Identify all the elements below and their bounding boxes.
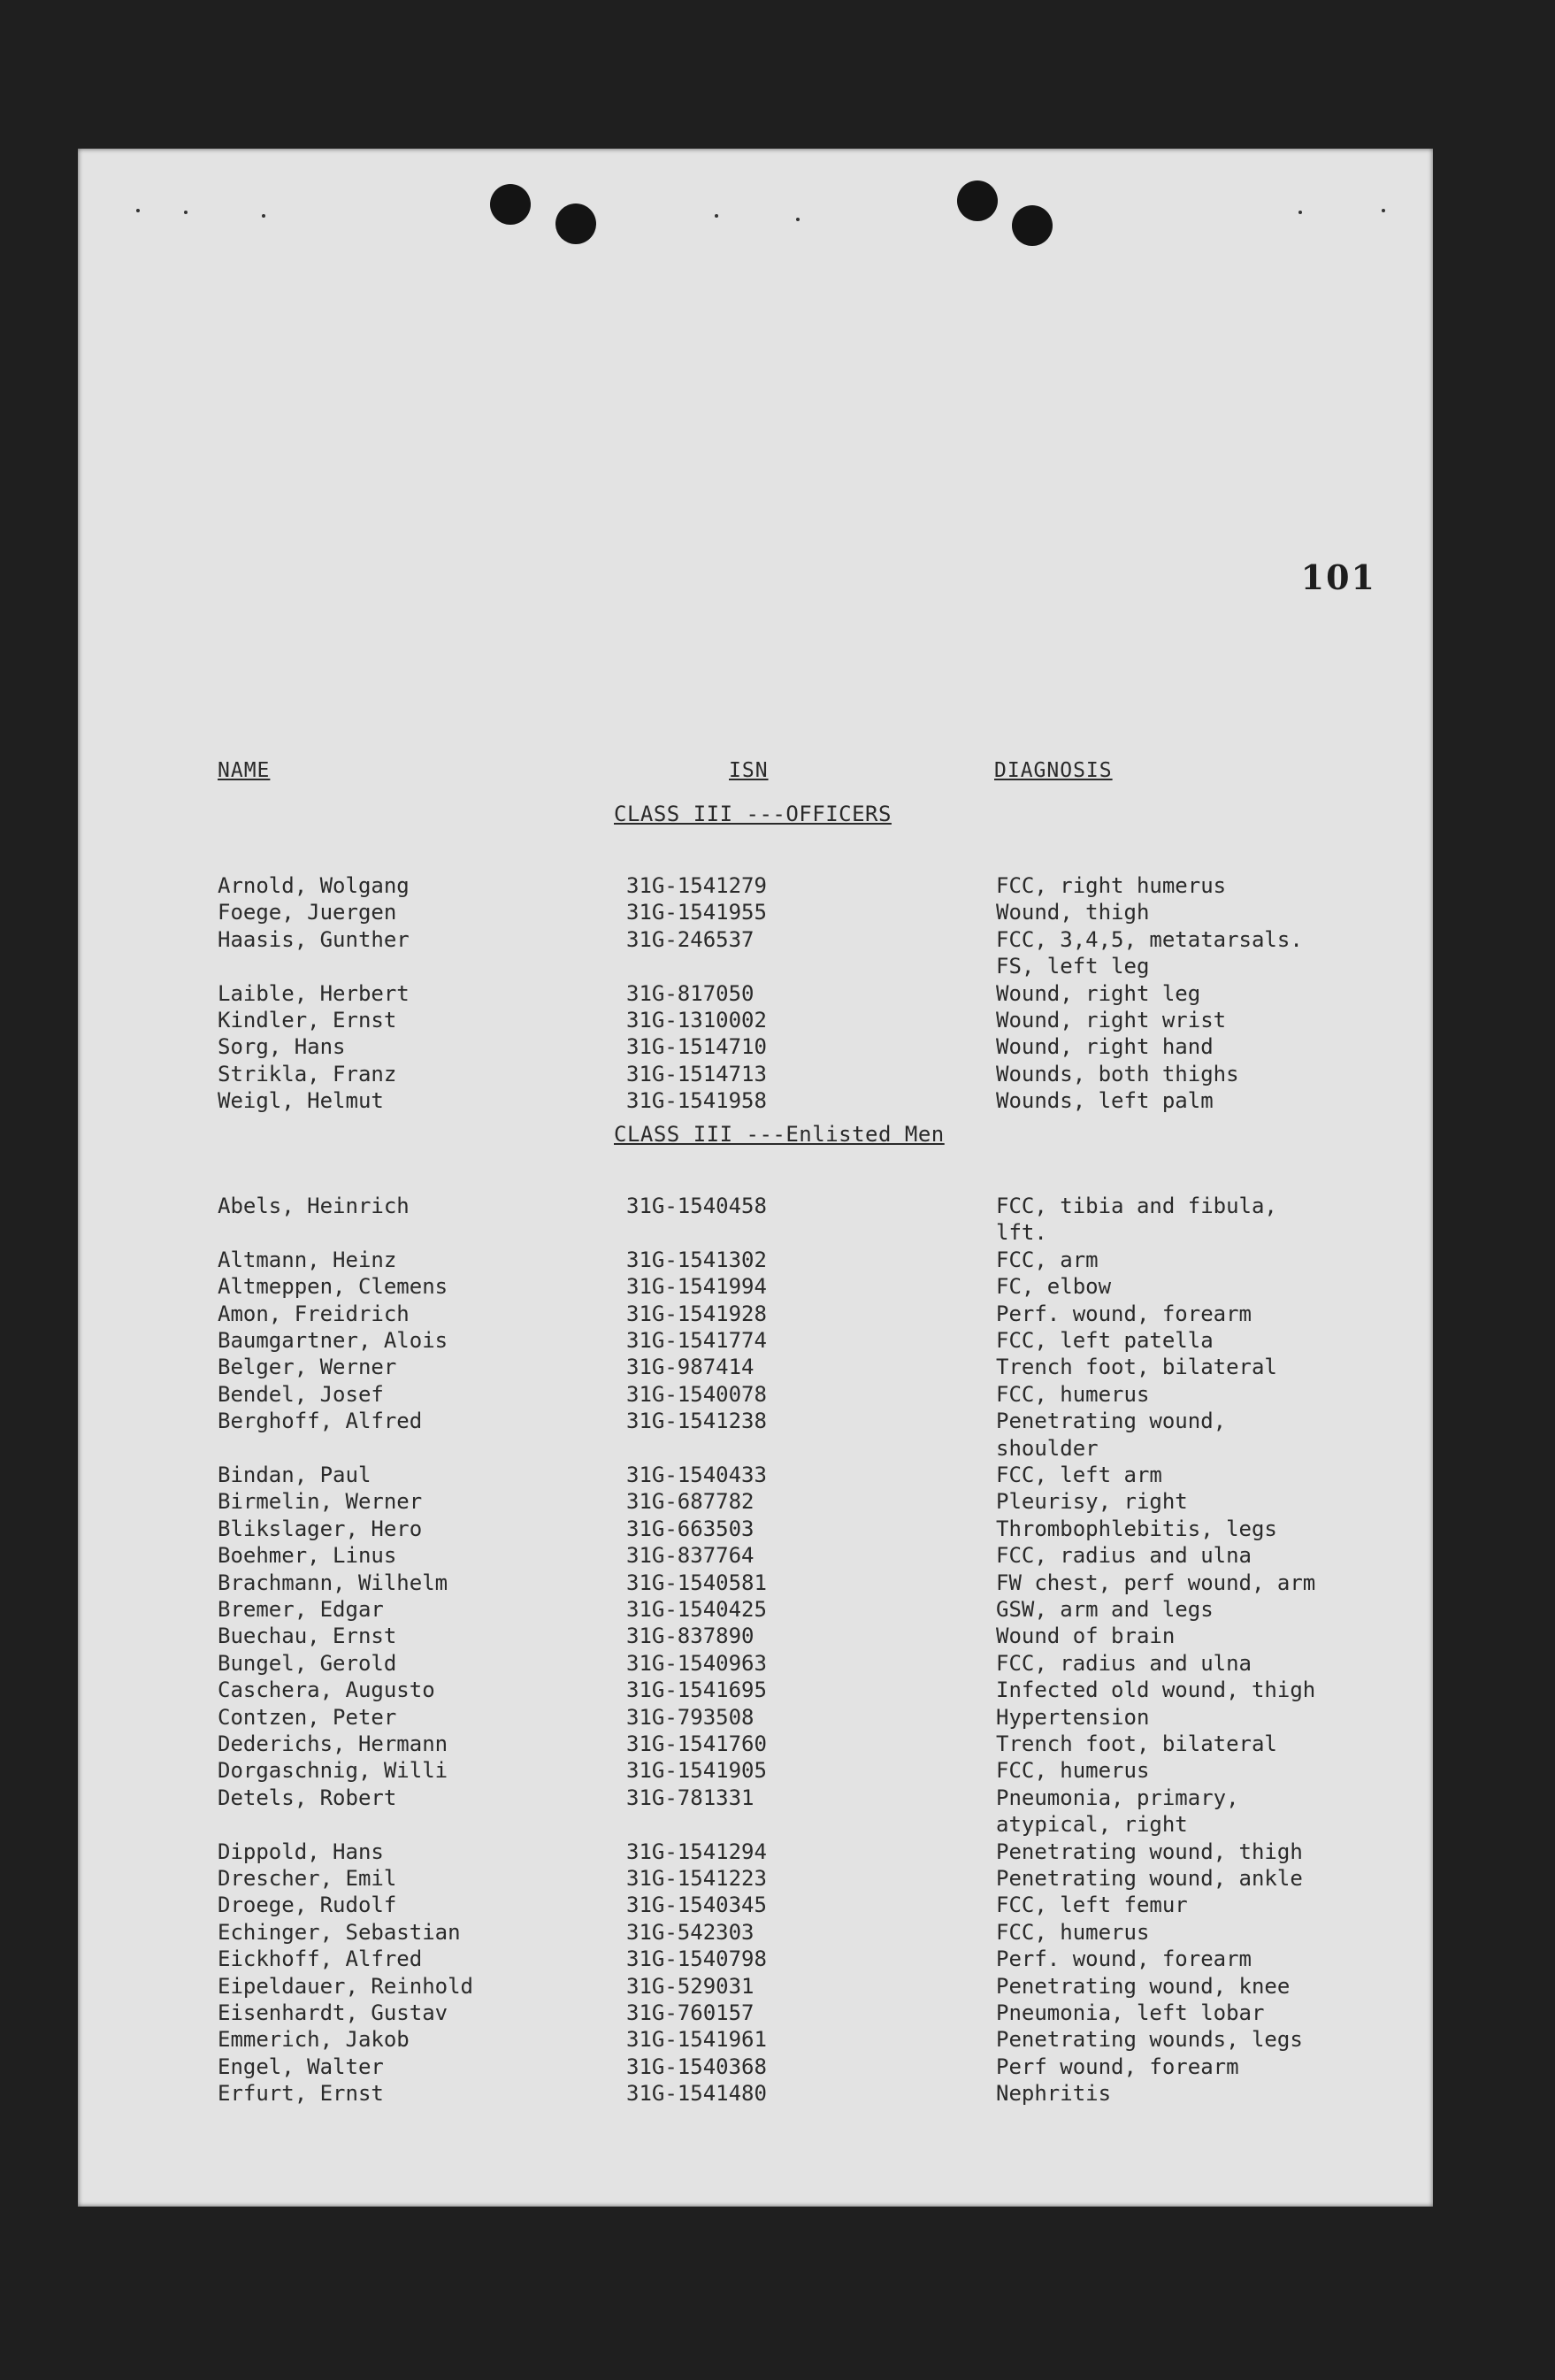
diagnosis-text: FCC, humerus [996, 1919, 1150, 1945]
isn-number: 31G-663503 [626, 1516, 755, 1541]
diagnosis-text: Wound of brain [996, 1624, 1176, 1649]
diagnosis-text: Wound, right leg [996, 980, 1201, 1006]
patient-name: Bendel, Josef [218, 1381, 384, 1407]
speck [262, 214, 265, 218]
isn-number: 31G-1540368 [626, 2054, 767, 2079]
isn-number: 31G-987414 [626, 1355, 755, 1380]
patient-name: Birmelin, Werner [218, 1489, 423, 1515]
speck [715, 214, 718, 218]
isn-number: 31G-1541905 [626, 1758, 767, 1784]
diagnosis-text: FCC, right humerus [996, 873, 1227, 898]
diagnosis-text: Pneumonia, left lobar [996, 2000, 1265, 2025]
diagnosis-text: Perf. wound, forearm [996, 1946, 1252, 1972]
table-row [78, 1327, 1433, 1354]
binder-hole [1012, 205, 1053, 246]
patient-name: Emmerich, Jakob [218, 2027, 410, 2053]
table-row [78, 1033, 1433, 1060]
isn-number: 31G-1541294 [626, 1839, 767, 1864]
isn-number: 31G-1541695 [626, 1678, 767, 1703]
isn-number: 31G-1541223 [626, 1866, 767, 1891]
patient-name: Dorgaschnig, Willi [218, 1758, 448, 1784]
patient-name: Eipeldauer, Reinhold [218, 1973, 473, 1999]
speck [1298, 211, 1302, 214]
diagnosis-text: Penetrating wounds, legs [996, 2027, 1303, 2053]
isn-number: 31G-793508 [626, 1704, 755, 1730]
column-header-isn: ISN [729, 759, 769, 782]
table-row [78, 1677, 1433, 1703]
isn-number: 31G-1541961 [626, 2027, 767, 2053]
isn-number: 31G-1541760 [626, 1731, 767, 1756]
table-row [78, 2026, 1433, 2053]
patient-name: Altmeppen, Clemens [218, 1274, 448, 1300]
diagnosis-text: Hypertension [996, 1704, 1150, 1730]
patient-name: Eickhoff, Alfred [218, 1946, 423, 1972]
patient-name: Amon, Freidrich [218, 1301, 410, 1326]
table-row [78, 1785, 1433, 1811]
section-title: CLASS III ---Enlisted Men [614, 1122, 945, 1147]
diagnosis-text: Trench foot, bilateral [996, 1355, 1277, 1380]
patient-name: Altmann, Heinz [218, 1247, 397, 1272]
diagnosis-text: FC, elbow [996, 1274, 1112, 1300]
patient-name: Arnold, Wolgang [218, 873, 410, 898]
patient-name: Belger, Werner [218, 1355, 397, 1380]
isn-number: 31G-246537 [626, 926, 755, 952]
diagnosis-continuation: shoulder [996, 1435, 1099, 1461]
patient-name: Kindler, Ernst [218, 1008, 397, 1033]
patient-name: Eisenhardt, Gustav [218, 2000, 448, 2025]
diagnosis-text: Penetrating wound, thigh [996, 1839, 1303, 1864]
isn-number: 31G-1540345 [626, 1892, 767, 1918]
table-row [78, 1757, 1433, 1784]
table-row [78, 1946, 1433, 1972]
table-row [78, 1973, 1433, 2000]
isn-number: 31G-1514713 [626, 1061, 767, 1086]
patient-name: Drescher, Emil [218, 1866, 397, 1891]
isn-number: 31G-1541238 [626, 1409, 767, 1434]
diagnosis-text: Wound, right wrist [996, 1008, 1227, 1033]
table-row [78, 1462, 1433, 1488]
diagnosis-text: Penetrating wound, knee [996, 1973, 1291, 1999]
diagnosis-text: Infected old wound, thigh [996, 1678, 1316, 1703]
diagnosis-text: FCC, radius and ulna [996, 1650, 1252, 1676]
patient-name: Buechau, Ernst [218, 1624, 397, 1649]
binder-hole [555, 203, 596, 244]
isn-number: 31G-1541774 [626, 1328, 767, 1353]
isn-number: 31G-817050 [626, 980, 755, 1006]
isn-number: 31G-1541279 [626, 873, 767, 898]
diagnosis-text: Trench foot, bilateral [996, 1731, 1277, 1756]
patient-name: Weigl, Helmut [218, 1088, 384, 1114]
patient-name: Foege, Juergen [218, 900, 397, 925]
table-row [78, 1354, 1433, 1380]
isn-number: 31G-837764 [626, 1543, 755, 1569]
isn-number: 31G-1541994 [626, 1274, 767, 1300]
patient-name: Dederichs, Hermann [218, 1731, 448, 1756]
diagnosis-text: Penetrating wound, [996, 1409, 1227, 1434]
table-row [78, 1839, 1433, 1865]
table-row [78, 1570, 1433, 1596]
diagnosis-text: Penetrating wound, ankle [996, 1866, 1303, 1891]
isn-number: 31G-1541302 [626, 1247, 767, 1272]
table-row [78, 926, 1433, 953]
patient-name: Baumgartner, Alois [218, 1328, 448, 1353]
patient-name: Blikslager, Hero [218, 1516, 423, 1541]
binder-hole [490, 184, 531, 225]
patient-name: Haasis, Gunther [218, 926, 410, 952]
diagnosis-text: FCC, humerus [996, 1381, 1150, 1407]
speck [136, 209, 140, 212]
diagnosis-text: Thrombophlebitis, legs [996, 1516, 1277, 1541]
table-row [78, 899, 1433, 925]
diagnosis-text: Wounds, both thighs [996, 1061, 1239, 1086]
patient-name: Caschera, Augusto [218, 1678, 435, 1703]
isn-number: 31G-1541928 [626, 1301, 767, 1326]
diagnosis-text: FCC, left arm [996, 1463, 1162, 1487]
table-row [78, 1865, 1433, 1892]
isn-number: 31G-1541958 [626, 1088, 767, 1114]
isn-number: 31G-837890 [626, 1624, 755, 1649]
diagnosis-continuation: atypical, right [996, 1812, 1188, 1838]
document-page [78, 149, 1433, 2207]
isn-number: 31G-1310002 [626, 1008, 767, 1033]
table-row [78, 1408, 1433, 1434]
diagnosis-continuation: FS, left leg [996, 954, 1150, 979]
table-row [78, 1247, 1433, 1273]
speck [184, 211, 188, 214]
binder-hole [957, 180, 998, 221]
table-row [78, 1596, 1433, 1623]
patient-name: Boehmer, Linus [218, 1543, 397, 1569]
table-row [78, 1488, 1433, 1515]
diagnosis-text: Wound, thigh [996, 900, 1150, 925]
diagnosis-text: Wound, right hand [996, 1034, 1214, 1060]
table-row [78, 1919, 1433, 1946]
patient-name: Berghoff, Alfred [218, 1409, 423, 1434]
diagnosis-text: Pleurisy, right [996, 1489, 1188, 1515]
isn-number: 31G-760157 [626, 2000, 755, 2025]
isn-number: 31G-1540581 [626, 1570, 767, 1595]
speck [796, 218, 800, 221]
table-row [78, 2000, 1433, 2026]
table-row [78, 2054, 1433, 2080]
isn-number: 31G-542303 [626, 1919, 755, 1945]
table-row [78, 1704, 1433, 1731]
page-number: 101 [1300, 557, 1376, 597]
patient-name: Brachmann, Wilhelm [218, 1570, 448, 1595]
table-row [78, 1650, 1433, 1677]
section-title: CLASS III ---OFFICERS [614, 802, 892, 826]
diagnosis-text: Wounds, left palm [996, 1088, 1214, 1114]
table-row [78, 1193, 1433, 1219]
diagnosis-text: Nephritis [996, 2081, 1112, 2107]
table-row [78, 1892, 1433, 1918]
diagnosis-text: FCC, radius and ulna [996, 1543, 1252, 1569]
isn-number: 31G-1540798 [626, 1946, 767, 1972]
isn-number: 31G-1514710 [626, 1034, 767, 1060]
isn-number: 31G-1541480 [626, 2081, 767, 2107]
table-row [78, 1061, 1433, 1087]
diagnosis-text: Perf. wound, forearm [996, 1301, 1252, 1326]
table-row [78, 980, 1433, 1007]
column-header-name: NAME [218, 759, 271, 782]
table-row [78, 1542, 1433, 1569]
diagnosis-text: FCC, left patella [996, 1328, 1214, 1353]
patient-name: Laible, Herbert [218, 980, 410, 1006]
diagnosis-text: Perf wound, forearm [996, 2054, 1239, 2079]
isn-number: 31G-1541955 [626, 900, 767, 925]
table-row [78, 1731, 1433, 1757]
diagnosis-text: Pneumonia, primary, [996, 1785, 1239, 1810]
isn-number: 31G-1540425 [626, 1597, 767, 1622]
diagnosis-text: FCC, arm [996, 1247, 1099, 1272]
patient-name: Contzen, Peter [218, 1704, 397, 1730]
patient-name: Dippold, Hans [218, 1839, 384, 1864]
table-row [78, 1273, 1433, 1300]
table-row [78, 1087, 1433, 1114]
table-row [78, 1301, 1433, 1327]
isn-number: 31G-781331 [626, 1785, 755, 1810]
patient-name: Abels, Heinrich [218, 1194, 410, 1218]
speck [1382, 209, 1385, 212]
column-header-diagnosis: DIAGNOSIS [994, 759, 1113, 782]
diagnosis-text: FCC, tibia and fibula, [996, 1194, 1277, 1218]
patient-name: Engel, Walter [218, 2054, 384, 2079]
isn-number: 31G-529031 [626, 1973, 755, 1999]
diagnosis-text: FCC, left femur [996, 1892, 1188, 1918]
diagnosis-text: GSW, arm and legs [996, 1597, 1214, 1622]
patient-name: Bungel, Gerold [218, 1650, 397, 1676]
patient-name: Echinger, Sebastian [218, 1919, 461, 1945]
table-row [78, 2080, 1433, 2107]
diagnosis-text: FW chest, perf wound, arm [996, 1570, 1316, 1595]
patient-name: Droege, Rudolf [218, 1892, 397, 1918]
patient-name: Detels, Robert [218, 1785, 397, 1810]
isn-number: 31G-1540458 [626, 1194, 767, 1218]
table-row [78, 1516, 1433, 1542]
diagnosis-text: FCC, 3,4,5, metatarsals. [996, 926, 1303, 952]
table-row [78, 1381, 1433, 1408]
patient-name: Erfurt, Ernst [218, 2081, 384, 2107]
patient-name: Strikla, Franz [218, 1061, 397, 1086]
diagnosis-text: FCC, humerus [996, 1758, 1150, 1784]
patient-name: Bindan, Paul [218, 1463, 372, 1487]
patient-name: Sorg, Hans [218, 1034, 346, 1060]
isn-number: 31G-1540433 [626, 1463, 767, 1487]
patient-name: Bremer, Edgar [218, 1597, 384, 1622]
table-row [78, 1623, 1433, 1649]
table-row [78, 1007, 1433, 1033]
diagnosis-continuation: lft. [996, 1220, 1047, 1246]
isn-number: 31G-687782 [626, 1489, 755, 1515]
isn-number: 31G-1540963 [626, 1650, 767, 1676]
table-row [78, 872, 1433, 899]
isn-number: 31G-1540078 [626, 1381, 767, 1407]
